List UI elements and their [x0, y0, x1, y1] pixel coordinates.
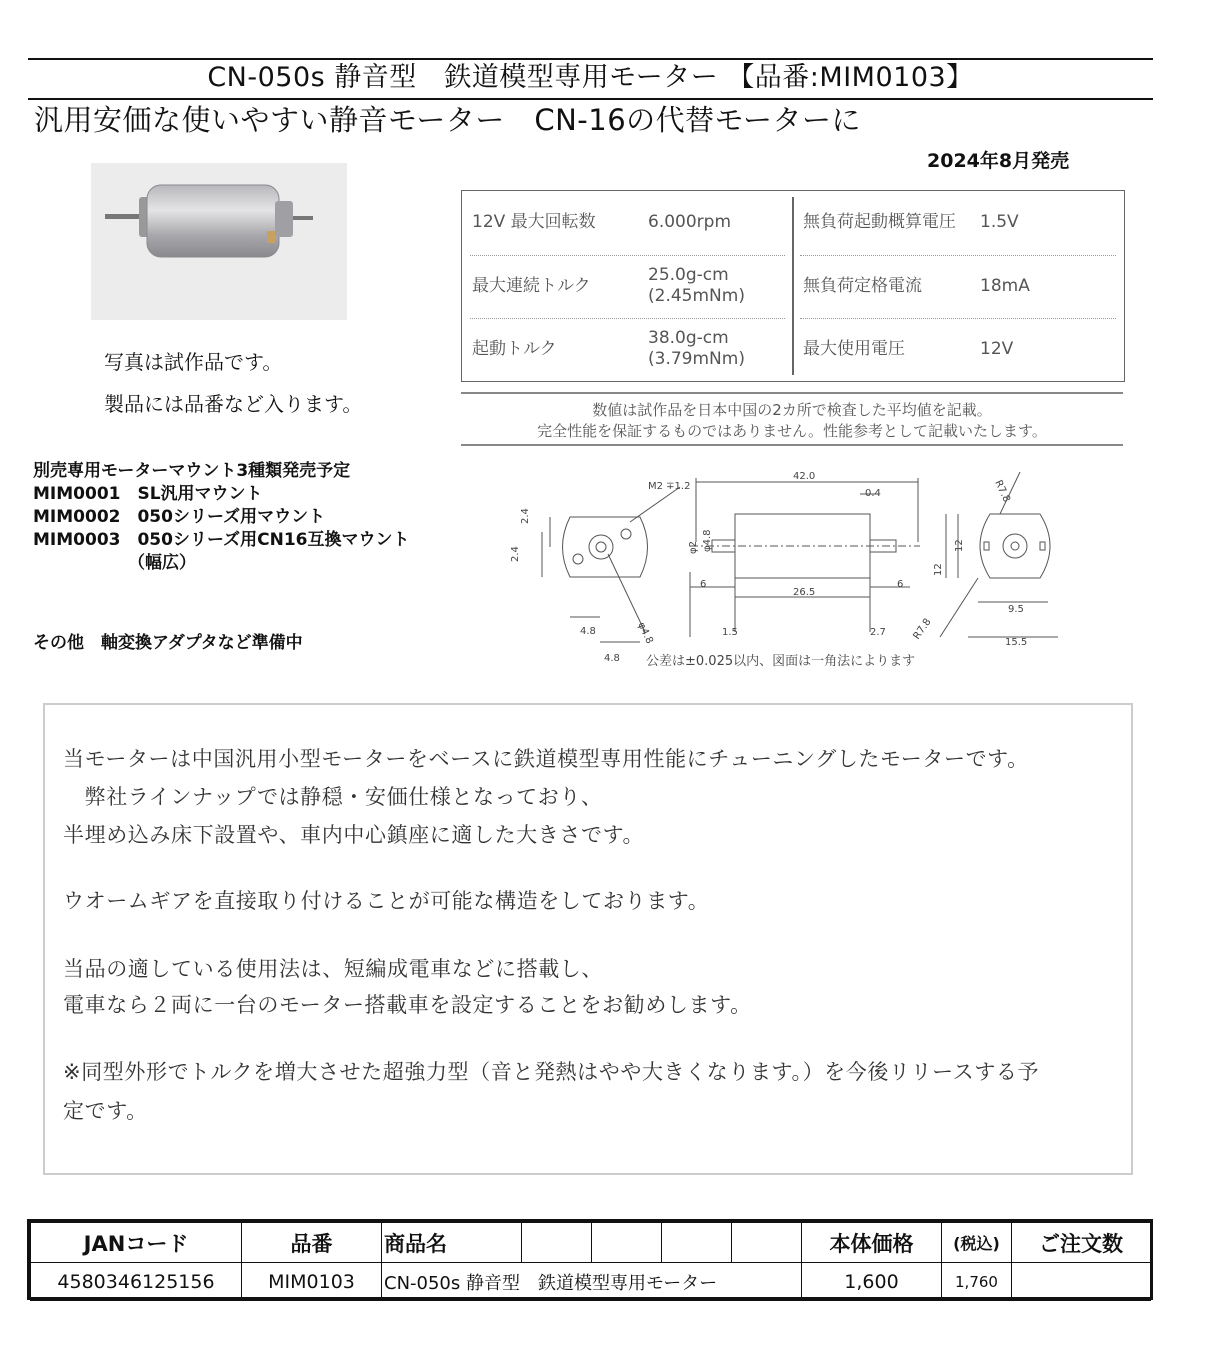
dim-gap: 0.4: [865, 488, 881, 499]
dim-m2: M2 ∓1.2: [648, 481, 691, 492]
dim-height: 2.4: [520, 508, 531, 524]
header-product-name: 商品名: [382, 1223, 522, 1263]
table-cell-empty: [522, 1223, 592, 1263]
dim-length: 42.0: [793, 471, 816, 482]
dim-width-right: 9.5: [1008, 604, 1024, 615]
spec-value: 38.0g-cm: [648, 328, 729, 348]
mount-item: MIM0001 SL汎用マウント: [33, 484, 263, 504]
cell-part-number: MIM0103: [242, 1263, 382, 1301]
dim-height: 2.4: [510, 546, 521, 562]
mount-item-note: （幅広）: [128, 553, 196, 573]
dim-radius: R7.8: [992, 478, 1012, 504]
dim-offset: 6: [700, 579, 707, 590]
dim-width-left: 4.8: [580, 626, 596, 637]
dim-shaft-offset: 1.5: [722, 627, 738, 638]
header-order-qty: ご注文数: [1012, 1223, 1151, 1263]
cell-jan: 4580346125156: [31, 1263, 242, 1301]
spec-value-sub: (3.79mNm): [648, 349, 745, 369]
end-view-left: [563, 517, 648, 577]
spec-table: [461, 190, 1125, 382]
mount-item: MIM0003 050シリーズ用CN16互換マウント: [33, 530, 410, 550]
cell-tax-incl: 1,760: [942, 1263, 1012, 1301]
description-line: ウオームギアを直接取り付けることが可能な構造をしております。: [63, 889, 710, 913]
description-line: 電車なら２両に一台のモーター搭載車を設定することをお勧めします。: [63, 993, 752, 1017]
description-line: 弊社ラインナップでは静穏・安価仕様となっており、: [63, 785, 603, 809]
cell-product-name: CN-050s 静音型 鉄道模型専用モーター: [382, 1263, 802, 1301]
shaft-boss-left: [589, 535, 613, 559]
spec-label: 無負荷起動概算電圧: [803, 212, 956, 232]
spec-value: 25.0g-cm: [648, 265, 729, 285]
spec-row-divider: [800, 318, 1116, 319]
page-title: CN-050s 静音型 鉄道模型専用モーター 【品番:MIM0103】: [207, 62, 974, 93]
spec-label: 最大連続トルク: [472, 276, 591, 296]
dim-body-length: 26.5: [793, 587, 816, 598]
spec-disclaimer: [461, 392, 1123, 446]
header-jan: JANコード: [31, 1223, 242, 1263]
description-line: 定です。: [63, 1099, 148, 1123]
description-line: 当モーターは中国汎用小型モーターをベースに鉄道模型専用性能にチューニングしたモーターです。: [63, 747, 1029, 771]
order-table: [27, 1219, 1153, 1300]
other-accessories: その他 軸変換アダプタなど準備中: [33, 633, 303, 653]
spec-row-divider: [470, 255, 785, 256]
dim-width: 12: [954, 539, 965, 552]
description-line: 当品の適している使用法は、短編成電車などに搭載し、: [63, 957, 603, 981]
description-line: ※同型外形でトルクを増大させた超強力型（音と発熱はやや大きくなります。）を今後リリースする予: [63, 1060, 1040, 1084]
mount-heading: 別売専用モーターマウント3種類発売予定: [33, 461, 351, 481]
motor-photo: [91, 163, 347, 320]
spec-value-sub: (2.45mNm): [648, 286, 745, 306]
table-cell-empty: [662, 1223, 732, 1263]
table-cell-empty: [732, 1223, 802, 1263]
dim-offset: 6: [897, 579, 904, 590]
dim-hole-dia: φ4.8: [635, 620, 655, 646]
dim-shaft-dia: φ2: [688, 541, 699, 554]
dim-width: 12: [933, 563, 944, 576]
dim-shaft-offset: 2.7: [870, 627, 886, 638]
dim-width-left: 4.8: [604, 653, 620, 664]
table-cell-empty: [592, 1223, 662, 1263]
header-part-number: 品番: [242, 1223, 382, 1263]
disclaimer-line: 数値は試作品を日本中国の2カ所で検査した平均値を記載。: [592, 401, 992, 419]
spec-row-divider: [800, 255, 1116, 256]
mount-item: MIM0002 050シリーズ用マウント: [33, 507, 326, 527]
spec-value: 1.5V: [980, 212, 1019, 232]
spec-value: 12V: [980, 339, 1014, 359]
description-line: 半埋め込み床下設置や、車内中心鎮座に適した大きさです。: [63, 823, 645, 847]
photo-note-prototype: 写真は試作品です。: [104, 350, 283, 374]
drawing-tolerance: 公差は±0.025以内、図面は一角法によります: [646, 654, 916, 669]
spec-divider: [792, 197, 794, 375]
spec-value: 18mA: [980, 276, 1030, 296]
dimension-drawing-svg: [500, 462, 1120, 677]
page-subtitle: 汎用安価な使いやすい静音モーター CN-16の代替モーターに: [34, 103, 861, 137]
dimension-drawing: [500, 462, 1120, 677]
shaft-hole-left: [596, 542, 606, 552]
spec-label: 12V 最大回転数: [472, 212, 596, 232]
spec-row-divider: [470, 318, 785, 319]
spec-label: 最大使用電圧: [803, 339, 905, 359]
mount-info: [33, 460, 409, 575]
photo-note-product: 製品には品番など入ります。: [104, 392, 363, 416]
description-box: [43, 703, 1133, 1175]
disclaimer-line: 完全性能を保証するものではありません。性能参考として記載いたします。: [537, 422, 1047, 440]
release-date: 2024年8月発売: [927, 150, 1070, 172]
header-price: 本体価格: [802, 1223, 942, 1263]
dim-boss-dia: φ4.8: [702, 529, 713, 552]
dim-width-right: 15.5: [1005, 637, 1028, 648]
spec-value: 6.000rpm: [648, 212, 732, 232]
spec-label: 無負荷定格電流: [803, 276, 922, 296]
header-tax-incl: (税込): [942, 1223, 1012, 1263]
spec-label: 起動トルク: [472, 339, 557, 359]
dim-radius: R7.8: [911, 616, 934, 642]
order-qty-input[interactable]: [1012, 1263, 1151, 1301]
cell-price: 1,600: [802, 1263, 942, 1301]
